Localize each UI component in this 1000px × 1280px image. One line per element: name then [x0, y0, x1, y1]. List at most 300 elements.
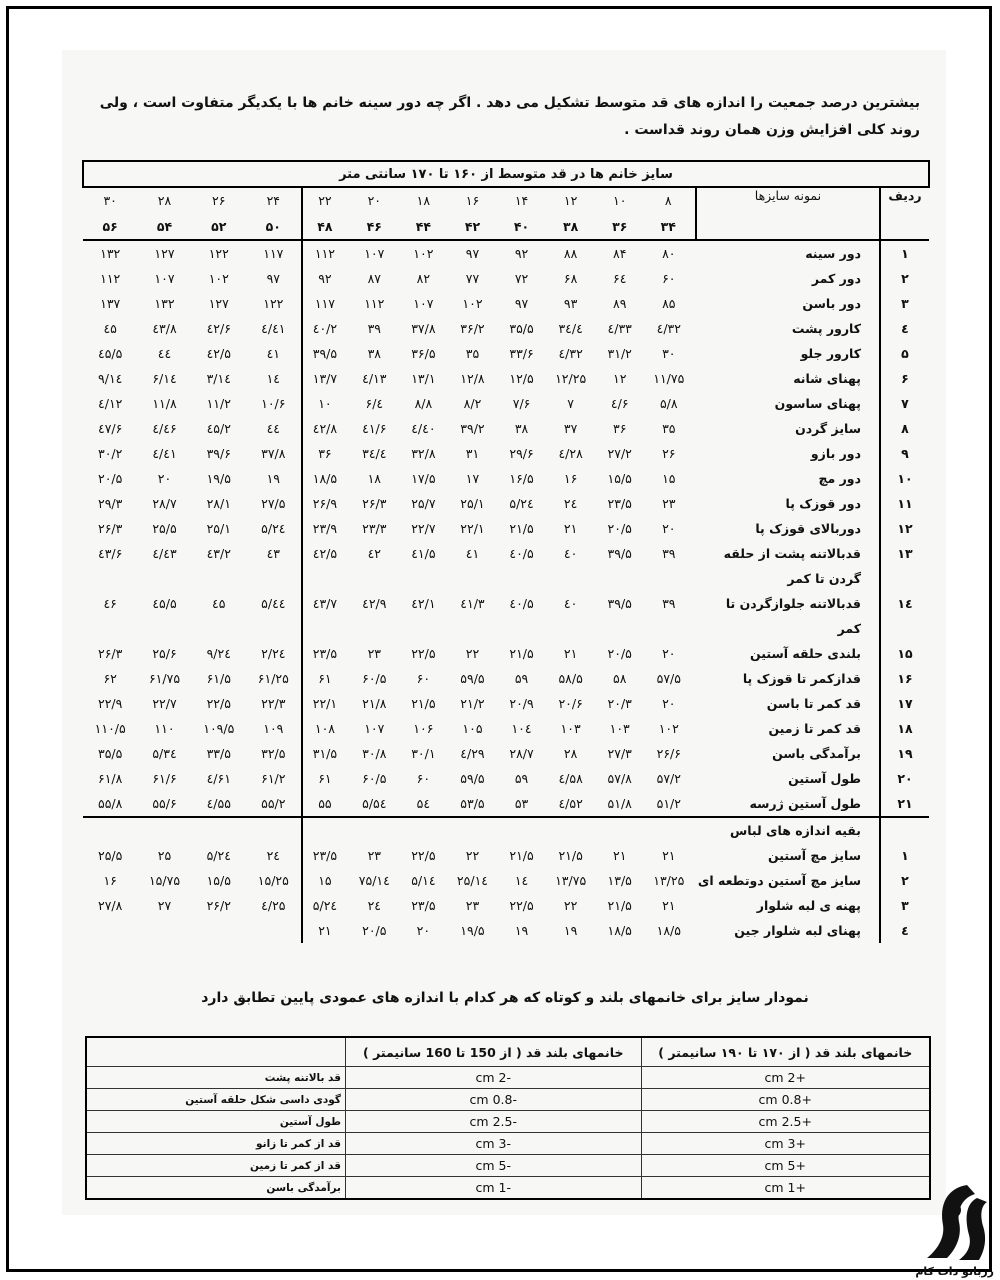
value-cell: ۳۰/۸: [362, 746, 387, 761]
value-cell: ۲۰/۶: [558, 696, 583, 711]
table-row: [83, 716, 929, 741]
value-cell: ۳۲/٤: [656, 321, 681, 336]
value-cell: ۲۵/٤: [261, 898, 286, 913]
value-cell: ۲٤/۵: [206, 848, 231, 863]
value-cell: ۳۵: [465, 346, 480, 361]
table-row: [83, 766, 929, 791]
value-cell: ۱۶: [103, 873, 117, 888]
value-cell: ۶۱/۶: [152, 771, 177, 786]
value-cell: ٤۲/۸: [302, 416, 347, 441]
size-bottom-7: ۴۸: [302, 213, 347, 240]
value-cell: ۵۱/۸: [607, 796, 632, 811]
value-cell: ۱۷/۵: [411, 471, 436, 486]
table-row: [83, 591, 929, 616]
value-cell: ۲۲/۵: [206, 696, 231, 711]
value-cell: ۱۰۶: [413, 721, 434, 736]
value-cell: ۲۳/۹: [302, 516, 347, 541]
row-number: ۱٤: [880, 591, 929, 616]
value-cell: ۱۱/۸: [152, 396, 177, 411]
value-cell: ۲۳/۵: [411, 898, 436, 913]
empty-cell: [347, 566, 401, 591]
empty-cell: [500, 566, 544, 591]
value-cell: ۱۰٤: [511, 721, 532, 736]
measure-label: دور قوزک پا: [785, 496, 861, 511]
size-bottom-8: ۵۰: [246, 213, 302, 240]
value-cell: ۱۳۲: [154, 296, 175, 311]
value-cell: ۶٤: [612, 271, 627, 286]
value-cell: ۲۰/۹: [509, 696, 534, 711]
value-cell: ۲۵: [157, 848, 172, 863]
value-cell: ۲۸/۷: [152, 496, 177, 511]
value-cell: ۳۹: [367, 321, 382, 336]
value-cell: ۲۱: [302, 918, 347, 943]
value-cell: ۶۱/۷۵: [148, 671, 181, 686]
value-cell: ۳۸: [514, 421, 529, 436]
value-cell: ۱۸/۵: [656, 923, 681, 938]
short-value: -3 cm: [346, 1133, 642, 1155]
value-cell: ٤۳/۷: [302, 591, 347, 616]
empty-cell: [83, 817, 137, 843]
measure-label: طول آستین ژرسه: [749, 796, 861, 811]
empty-cell: [192, 817, 246, 843]
value-cell: ۲٤/۵: [261, 521, 286, 536]
value-cell: ۲۲/۵: [509, 898, 534, 913]
value-cell: ۵۸/٤: [558, 771, 583, 786]
value-cell: ٤۷/۶: [98, 421, 123, 436]
value-cell: ٤٤: [266, 421, 281, 436]
value-cell: ۱۲۲: [208, 246, 229, 261]
header-tall: خانمهای بلند قد ( از ۱۷۰ تا ۱۹۰ سانیمتر ): [641, 1037, 930, 1067]
empty-cell: [302, 616, 347, 641]
size-top-7: ۲۲: [302, 187, 347, 213]
size-top-5: ۱۸: [416, 193, 431, 208]
size-bottom-3: ۴۰: [500, 213, 544, 240]
size-bottom-2: ۳۸: [544, 213, 598, 240]
value-cell: ۲۰: [416, 923, 431, 938]
value-cell: ۱۲/۸: [460, 371, 485, 386]
value-cell: ۲۶/۹: [302, 491, 347, 516]
value-cell: ۲۶/۳: [98, 646, 123, 661]
intro-paragraph: بیشترین درصد جمعیت را اندازه های قد متوسط تشکیل می دهد . اگر چه دور سینه خانم ها با یکدیگر متفاوت است ، ولی روند کلی افزایش وزن همان روند قداست .: [99, 95, 920, 138]
empty-cell: [246, 616, 302, 641]
value-cell: ۱۹/۵: [206, 471, 231, 486]
value-cell: ۳۳/۵: [206, 746, 231, 761]
value-cell: ۱۵/۲۵: [257, 873, 289, 888]
value-cell: ۸/۸: [414, 396, 433, 411]
value-cell: ٤۲/۹: [362, 596, 387, 611]
value-cell: ۳۶/۵: [411, 346, 436, 361]
value-cell: ٤۰/۲: [302, 316, 347, 341]
value-cell: ۲۵/۵: [152, 521, 177, 536]
value-cell: ٤۶/٤: [152, 421, 177, 436]
table-row: [83, 691, 929, 716]
measure-label: قدبالاتنه پشت از حلقه: [723, 546, 861, 561]
value-cell: ۵۵/٤: [206, 796, 231, 811]
value-cell: ٤۳/٤: [152, 546, 177, 561]
size-top-10: ۲۸: [157, 193, 172, 208]
table-row: [83, 741, 929, 766]
value-cell: ۲۲/۷: [411, 521, 436, 536]
extra-row: [83, 843, 929, 868]
value-cell: ۲۰: [662, 646, 676, 661]
value-cell: ۱۳/۵: [607, 873, 632, 888]
value-cell: ٤۱: [266, 346, 281, 361]
value-cell: ۶۰: [416, 771, 431, 786]
size-bottom-6: ۴۶: [347, 213, 401, 240]
row-number: ۲: [880, 868, 929, 893]
tall-value: +0.8 cm: [641, 1089, 930, 1111]
measure-label: سایز گردن: [795, 421, 861, 436]
value-cell: ۱۳۷: [100, 296, 121, 311]
value-cell: ٤۲/۵: [206, 346, 231, 361]
value-cell: ۳۵: [662, 421, 676, 436]
value-cell: ٤۱/۶: [362, 421, 387, 436]
value-cell: ۱۱۲: [100, 271, 121, 286]
value-cell: ۱۰۷: [154, 271, 175, 286]
value-cell: ۲۶/۲: [206, 898, 231, 913]
value-cell: ۲۹/٤: [460, 746, 485, 761]
value-cell: ٤۱/۵: [411, 546, 436, 561]
value-cell: ۳۰/۱: [411, 746, 436, 761]
value-cell: ۲۷: [157, 898, 172, 913]
size-top-11: ۳۰: [103, 193, 117, 208]
table-row: [83, 391, 929, 416]
value-cell: ۳۱/۵: [302, 741, 347, 766]
measure-label: دور باسن: [802, 296, 861, 311]
value-cell: ۲٤: [266, 848, 281, 863]
measure-label: پهنای ساسون: [774, 396, 861, 411]
value-cell: ۳۷/۸: [411, 321, 436, 336]
adjust-row: [86, 1133, 930, 1155]
measure-label: برآمدگی باسن: [772, 746, 861, 761]
row-number: ۳: [880, 893, 929, 918]
value-cell: ۳۹/۵: [607, 596, 632, 611]
value-cell: ۵/۸: [659, 396, 678, 411]
value-cell: ۵۹/۵: [460, 771, 485, 786]
size-table: [82, 160, 930, 943]
value-cell: ۹۷: [266, 271, 281, 286]
value-cell: ۱٤/۹: [98, 371, 123, 386]
row-number: ۹: [880, 441, 929, 466]
row-number: ٤: [880, 316, 929, 341]
measure-label: دور سینه: [805, 246, 861, 261]
value-cell: ۲۱/۲: [460, 696, 485, 711]
table-row: [83, 441, 929, 466]
value-cell: ۱۵: [662, 471, 676, 486]
col-header-measure: نمونه سایزها: [696, 187, 880, 240]
value-cell: ۶۱/۵: [206, 671, 231, 686]
value-cell: ۱۱/۲: [206, 396, 231, 411]
extra-empty: [880, 817, 929, 843]
value-cell: ۱۰۷: [413, 296, 434, 311]
value-cell: ۱۱۷: [263, 246, 284, 261]
empty-cell: [500, 817, 544, 843]
tall-value: +1 cm: [641, 1177, 930, 1200]
adjust-row: [86, 1177, 930, 1200]
empty-cell: [347, 817, 401, 843]
value-cell: ٤۵: [212, 596, 226, 611]
value-cell: ۶۱/۲: [261, 771, 286, 786]
value-cell: ۲۵/۱: [460, 496, 485, 511]
value-cell: ۱۲/۲۵: [555, 371, 587, 386]
value-cell: ۲۰/۵: [607, 521, 632, 536]
value-cell: ۳٤/۵: [152, 746, 177, 761]
value-cell: ۲۳/۵: [302, 641, 347, 666]
value-cell: ۱٤/۵: [411, 873, 436, 888]
measure-label: دوربالای قوزک پا: [755, 521, 861, 536]
adjust-row: [86, 1155, 930, 1177]
adjust-row: [86, 1067, 930, 1089]
row-number: ۱۵: [880, 641, 929, 666]
value-cell: ۶۸: [563, 271, 578, 286]
value-cell: ۳۳/۶: [509, 346, 534, 361]
empty-cell: [642, 566, 696, 591]
value-cell: ۱۳/٤: [362, 371, 387, 386]
value-cell: ۲٤/۹: [206, 646, 231, 661]
value-cell: ۳۳/٤: [607, 321, 632, 336]
size-bottom-5: ۴۴: [401, 213, 445, 240]
value-cell: ۳۹/۲: [460, 421, 485, 436]
value-cell: ۱۲۷: [208, 296, 229, 311]
value-cell: ۳٤/٤: [362, 446, 387, 461]
value-cell: ۲۷/۲: [607, 446, 632, 461]
value-cell: ۳۹: [662, 596, 676, 611]
value-cell: [246, 918, 302, 943]
value-cell: ۲۱: [662, 898, 676, 913]
value-cell: ۵۷/۸: [607, 771, 632, 786]
size-bottom-4: ۴۲: [445, 213, 499, 240]
empty-cell: [137, 566, 191, 591]
value-cell: ۲۸: [563, 746, 578, 761]
value-cell: ۱٤: [514, 873, 529, 888]
value-cell: ٤۰: [563, 546, 578, 561]
value-cell: ۲۲: [563, 898, 578, 913]
value-cell: ۳۷/۸: [261, 446, 286, 461]
size-bottom-10: ۵۴: [137, 213, 191, 240]
value-cell: ۲۶/۳: [362, 496, 387, 511]
value-cell: ٤۱/۳: [460, 596, 485, 611]
row-number: ۱۰: [880, 466, 929, 491]
value-cell: ۲۵/۶: [152, 646, 177, 661]
measure-label-cont: گردن تا کمر: [787, 571, 861, 586]
value-cell: ۱۰۵: [462, 721, 483, 736]
value-cell: ۹۲: [514, 246, 529, 261]
row-number: ۱۱: [880, 491, 929, 516]
value-cell: ۱٤/۷۵: [358, 873, 390, 888]
value-cell: ۳۲/۸: [411, 446, 436, 461]
empty-cell: [544, 616, 598, 641]
row-number-cont: [880, 566, 929, 591]
value-cell: ٤۳/۶: [98, 546, 123, 561]
extra-heading: بقیه اندازه های لباس: [696, 817, 880, 843]
table-row: [83, 341, 929, 366]
measure-label: کارور جلو: [800, 346, 861, 361]
tall-value: +2.5 cm: [641, 1111, 930, 1133]
empty-cell: [347, 616, 401, 641]
value-cell: ۵٤/۵: [362, 796, 387, 811]
height-adjust-table: [85, 1036, 931, 1200]
size-top-9: ۲۶: [212, 193, 226, 208]
value-cell: ۱۸/۵: [607, 923, 632, 938]
empty-cell: [83, 616, 137, 641]
value-cell: ۲۶/۳: [98, 521, 123, 536]
value-cell: ۱۰۲: [658, 721, 679, 736]
table-row: [83, 491, 929, 516]
value-cell: ۶۱/٤: [206, 771, 231, 786]
value-cell: ۵۵: [302, 791, 347, 817]
short-value: -0.8 cm: [346, 1089, 642, 1111]
value-cell: ۲۱/۵: [558, 848, 583, 863]
empty-cell: [137, 616, 191, 641]
value-cell: ۲۱/۵: [509, 848, 534, 863]
measure-label: سایز مچ آستین دوتطعه ای: [697, 873, 861, 888]
measure-label: کارور پشت: [791, 321, 861, 336]
col-header-row: ردیف: [880, 187, 929, 240]
value-cell: ۱۰۷: [364, 246, 385, 261]
value-cell: ۱۸: [367, 471, 382, 486]
empty-cell: [302, 566, 347, 591]
table-title: سایز خانم ها در قد متوسط از ۱۶۰ تا ۱۷۰ سانتی متر: [83, 161, 929, 187]
adjust-row: [86, 1089, 930, 1111]
value-cell: ٤۰: [563, 596, 578, 611]
row-number: ۱۶: [880, 666, 929, 691]
empty-cell: [192, 616, 246, 641]
value-cell: ۱۳/۷۵: [555, 873, 587, 888]
value-cell: ۲۲/۵: [411, 848, 436, 863]
value-cell: ۲۲/۹: [98, 696, 123, 711]
value-cell: ٤۳/۲: [206, 546, 231, 561]
value-cell: ٤۵: [103, 321, 117, 336]
value-cell: ۲۵/۱: [206, 521, 231, 536]
value-cell: ۳۰/۲: [98, 446, 123, 461]
row-number: ۱: [880, 240, 929, 266]
row-number: ۱۸: [880, 716, 929, 741]
size-bottom-0: ۳۴: [642, 213, 696, 240]
value-cell: [192, 918, 246, 943]
value-cell: ۲۱: [662, 848, 676, 863]
size-bottom-9: ۵۲: [192, 213, 246, 240]
measure-label: قد کمر تا باسن: [766, 696, 861, 711]
value-cell: ۲۷/۳: [607, 746, 632, 761]
value-cell: ۲۰: [662, 696, 676, 711]
value-cell: ۱۳۲: [100, 246, 121, 261]
value-cell: ۳۰: [662, 346, 676, 361]
measure-label: قدازکمر تا قوزک پا: [742, 671, 861, 686]
adjust-label: قد از کمر تا زانو: [86, 1133, 346, 1155]
value-cell: ۲٤/۲: [261, 646, 286, 661]
size-top-1: ۱۰: [612, 193, 627, 208]
value-cell: ۹۷: [465, 246, 480, 261]
table-row: [83, 541, 929, 566]
value-cell: ۲۵/۷: [411, 496, 436, 511]
value-cell: ۱۳/۷: [302, 366, 347, 391]
value-cell: ۷/۶: [512, 396, 531, 411]
measure-label-cont: کمر: [837, 621, 861, 636]
row-number-cont: [880, 616, 929, 641]
value-cell: ۱۰/۶: [261, 396, 286, 411]
value-cell: ۵۸/۵: [558, 671, 583, 686]
extra-row: [83, 893, 929, 918]
adjust-label: برآمدگی باسن: [86, 1177, 346, 1200]
value-cell: ٤/۶: [365, 396, 384, 411]
value-cell: ۳۹/۶: [206, 446, 231, 461]
short-value: -2 cm: [346, 1067, 642, 1089]
value-cell: ۳٤/٤: [558, 321, 583, 336]
value-cell: ۱۵: [302, 868, 347, 893]
value-cell: ۵٤: [416, 796, 431, 811]
value-cell: ۱۶: [563, 471, 578, 486]
value-cell: ۵۳: [514, 796, 529, 811]
row-number: ۲۱: [880, 791, 929, 817]
value-cell: ۶۱/۸: [98, 771, 123, 786]
row-number: ۵: [880, 341, 929, 366]
header-empty: [86, 1037, 346, 1067]
value-cell: ٤۵/۲: [206, 421, 231, 436]
row-number: ۱۲: [880, 516, 929, 541]
value-cell: ۱۱۲: [302, 240, 347, 266]
value-cell: ۳۵/۵: [509, 321, 534, 336]
value-cell: ۸۴: [612, 246, 627, 261]
value-cell: ۲۰/۳: [607, 696, 632, 711]
measure-label: پهنای لبه شلوار جین: [734, 923, 861, 938]
value-cell: ٤۲/۱: [411, 596, 436, 611]
value-cell: ۱۳/۲۵: [653, 873, 685, 888]
value-cell: ۸۲: [416, 271, 431, 286]
value-cell: ۱۰۲: [413, 246, 434, 261]
value-cell: ۵۵/۲: [261, 796, 286, 811]
value-cell: ۲۰/۵: [607, 646, 632, 661]
tall-short-caption: نمودار سایز برای خانمهای بلند و کوتاه که هر کدام با اندازه های عمودی پایین تطابق دارد: [201, 990, 809, 1006]
value-cell: ۲۱: [612, 848, 627, 863]
table-row: [83, 266, 929, 291]
measure-label: قد کمر تا زمین: [768, 721, 861, 736]
table-row: [83, 240, 929, 266]
value-cell: ٤۲/۶: [206, 321, 231, 336]
value-cell: ۱٤/۶: [152, 371, 177, 386]
table-row: [83, 791, 929, 817]
value-cell: ۳۷: [563, 421, 578, 436]
empty-cell: [401, 817, 445, 843]
value-cell: ۲۰/۵: [362, 923, 387, 938]
value-cell: ۹۲: [302, 266, 347, 291]
value-cell: ۱۱/۷۵: [653, 371, 685, 386]
empty-cell: [598, 817, 642, 843]
table-row: [83, 366, 929, 391]
table-row: [83, 466, 929, 491]
value-cell: ۸۵: [662, 296, 676, 311]
value-cell: ۲۶: [662, 446, 676, 461]
value-cell: ۲۲: [465, 848, 480, 863]
value-cell: ٤۰/۵: [509, 546, 534, 561]
extra-row: [83, 918, 929, 943]
size-top-6: ۲۰: [367, 193, 382, 208]
value-cell: ۳۲/۵: [261, 746, 286, 761]
value-cell: ۲۳: [367, 848, 382, 863]
value-cell: ۲۱/۵: [509, 521, 534, 536]
value-cell: ۶۰/۵: [362, 671, 387, 686]
value-cell: ۲۳: [662, 496, 676, 511]
value-cell: ٤۶: [103, 596, 117, 611]
row-number: ٤: [880, 918, 929, 943]
measure-label: پهنای شانه: [793, 371, 861, 386]
value-cell: ۵۱/۲: [656, 796, 681, 811]
value-cell: ۵۵/۸: [98, 796, 123, 811]
value-cell: ۱۱۰: [154, 721, 175, 736]
value-cell: ۳۶: [302, 441, 347, 466]
row-number: ۳: [880, 291, 929, 316]
value-cell: ۱۰۷: [364, 721, 385, 736]
value-cell: ۲۱/۸: [362, 696, 387, 711]
